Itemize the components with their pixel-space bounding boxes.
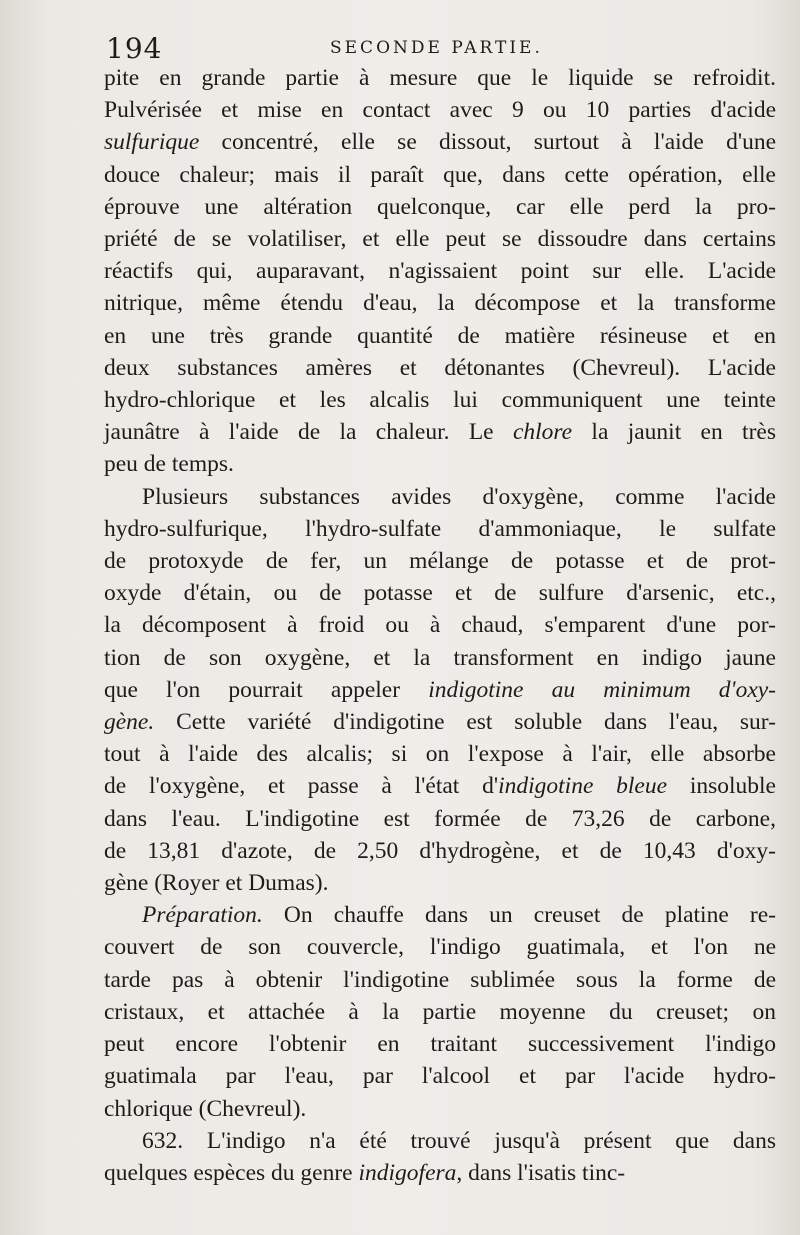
text-line: deux substances amères et détonantes (Chevreul). L'acide [104,354,776,381]
text-line: priété de se volatiliser, et elle peut se dissoudre dans certains [104,226,776,253]
text-line: la décomposent à froid ou à chaud, s'emparent d'une por- [104,612,776,639]
text-line: hydro-chlorique et les alcalis lui communiquent une teinte [104,387,776,414]
text-line: réactifs qui, auparavant, n'agissaient point sur elle. L'acide [104,258,776,285]
paragraph-3 [104,899,776,1124]
text-line: tarde pas à obtenir l'indigotine sublimée sous la forme de [104,966,776,993]
text-line: oxyde d'étain, ou de potasse et de sulfure d'arsenic, etc., [104,580,776,607]
text-line: guatimala par l'eau, par l'alcool et par l'acide hydro- [104,1063,776,1090]
text-line: Préparation. On chauffe dans un creuset de platine re- [142,902,776,929]
text-line: jaunâtre à l'aide de la chaleur. Le chlore la jaunit en très [104,419,776,446]
text-line: Plusieurs substances avides d'oxygène, comme l'acide [142,483,776,510]
text-line: de 13,81 d'azote, de 2,50 d'hydrogène, et de 10,43 d'oxy- [104,837,776,864]
running-head: SECONDE PARTIE. [330,38,543,58]
body-text [104,62,776,1189]
text-line: tion de son oxygène, et la transforment en indigo jaune [104,644,776,671]
text-line: nitrique, même étendu d'eau, la décompose et la transforme [104,290,776,317]
paragraph-2 [104,481,776,900]
text-line: peut encore l'obtenir en traitant successivement l'indigo [104,1031,776,1058]
text-line: que l'on pourrait appeler indigotine au minimum d'oxy- [104,676,777,703]
text-line: quelques espèces du genre indigofera, dans l'isatis tinc- [104,1159,626,1186]
text-line: peu de temps. [104,451,234,478]
text-line: douce chaleur; mais il paraît que, dans cette opération, elle [104,161,776,188]
text-line: de l'oxygène, et passe à l'état d'indigotine bleue insoluble [104,773,776,800]
text-line: 632. L'indigo n'a été trouvé jusqu'à présent que dans [142,1127,776,1154]
text-line: tout à l'aide des alcalis; si on l'expose à l'air, elle absorbe [104,741,776,768]
text-line: éprouve une altération quelconque, car elle perd la pro- [104,193,776,220]
text-line: couvert de son couvercle, l'indigo guatimala, et l'on ne [104,934,776,961]
text-line: sulfurique concentré, elle se dissout, surtout à l'aide d'une [104,129,776,156]
text-line: Pulvérisée et mise en contact avec 9 ou 10 parties d'acide [104,97,776,124]
paragraph-4 [104,1125,776,1189]
text-line: pite en grande partie à mesure que le liquide se refroidit. [104,65,776,91]
text-line: hydro-sulfurique, l'hydro-sulfate d'ammoniaque, le sulfate [104,515,776,542]
text-line: chlorique (Chevreul). [104,1095,307,1122]
text-line: gène. Cette variété d'indigotine est soluble dans l'eau, sur- [104,709,776,736]
text-line: cristaux, et attachée à la partie moyenne du creuset; on [104,998,776,1025]
page-number: 194 [106,32,163,65]
text-line: en une très grande quantité de matière résineuse et en [104,322,776,349]
paragraph-1 [104,62,776,481]
text-line: dans l'eau. L'indigotine est formée de 73,26 de carbone, [104,805,776,832]
text-line: de protoxyde de fer, un mélange de potasse et de prot- [104,548,776,575]
text-line: gène (Royer et Dumas). [104,870,329,897]
